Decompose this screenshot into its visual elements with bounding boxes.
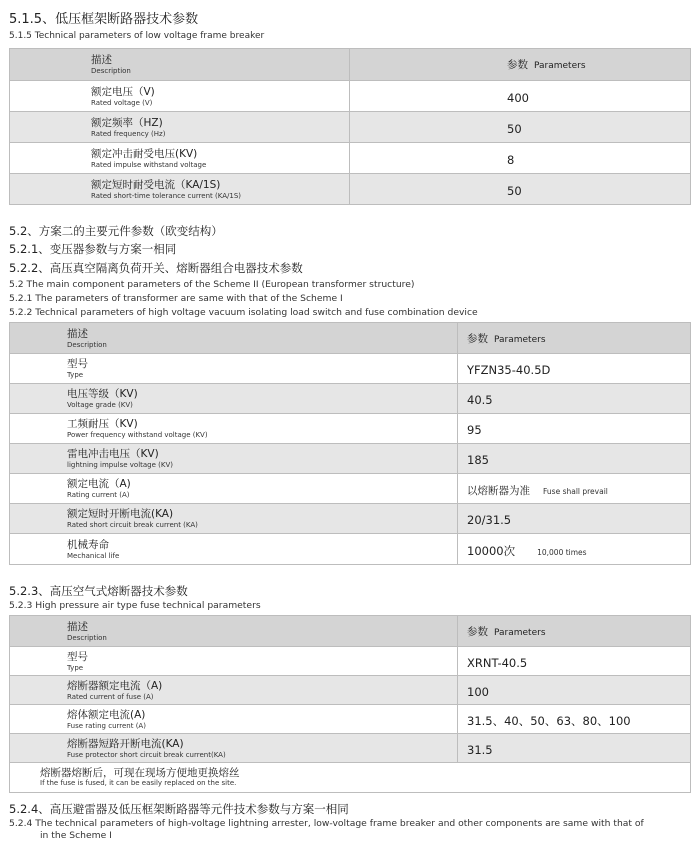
table-row (10, 81, 691, 112)
section-text-524-line2: in the Scheme I (40, 830, 112, 841)
table-row (10, 647, 691, 676)
section-title-522: 5.2.2、高压真空隔离负荷开关、熔断器组合电器技术参数 (9, 261, 303, 275)
table-low-voltage-breaker (9, 48, 691, 205)
header-description-zh: 描述 (67, 327, 88, 340)
row-label-zh: 额定短时耐受电流（KA/1S) (91, 178, 221, 191)
table-header-row (10, 616, 691, 647)
section-title-521: 5.2.1、变压器参数与方案一相同 (9, 242, 177, 256)
row-label-en: Power frequency withstand voltage (KV) (67, 431, 208, 439)
header-description-en: Description (67, 340, 107, 349)
header-param-zh: 参数 (507, 59, 528, 71)
section-subtitle-523: 5.2.3 High pressure air type fuse technical parameters (9, 600, 261, 611)
row-label-en: Rating current (A) (67, 491, 130, 499)
table-row (10, 676, 691, 705)
section-subtitle-52: 5.2 The main component parameters of the Scheme II (European transformer structure) (9, 279, 415, 290)
row-label-zh: 机械寿命 (67, 538, 109, 551)
row-value: 以熔断器为准 (467, 485, 530, 497)
row-value: 40.5 (467, 393, 493, 407)
row-label-en: lightning impulse voltage (KV) (67, 461, 173, 469)
row-label-en: Fuse protector short circuit break current(KA) (67, 750, 226, 759)
table-row (10, 112, 691, 143)
header-param-en: Parameters (494, 334, 546, 345)
row-label-en: Type (67, 371, 84, 379)
row-label-en: Rated short-time tolerance current (KA/1S) (91, 191, 241, 200)
row-value: 50 (507, 183, 522, 198)
table-header-row (10, 49, 691, 81)
table-row (10, 734, 691, 763)
table-row (10, 474, 691, 504)
row-label-zh: 额定短时开断电流(KA) (67, 508, 174, 520)
table-air-fuse (9, 615, 691, 793)
section-title-515: 5.1.5、低压框架断路器技术参数 (9, 12, 199, 27)
footnote-zh: 熔断器熔断后，可现在现场方便地更换熔丝 (40, 767, 240, 779)
header-param-zh: 参数 (467, 332, 488, 345)
row-label-zh: 型号 (67, 650, 88, 663)
row-value: 10000次 (467, 543, 516, 558)
row-label-zh: 雷电冲击电压（KV) (67, 448, 159, 460)
row-value: 95 (467, 423, 482, 437)
row-label-en: Type (67, 663, 84, 672)
row-value: 400 (507, 90, 529, 105)
section-title-52: 5.2、方案二的主要元件参数（欧变结构） (9, 224, 223, 238)
section-subtitle-515: 5.1.5 Technical parameters of low voltage frame breaker (9, 31, 265, 41)
section-subtitle-521: 5.2.1 The parameters of transformer are same with that of the Scheme I (9, 293, 343, 304)
row-label-zh: 型号 (67, 358, 88, 370)
table-row (10, 504, 691, 534)
row-value: 31.5、40、50、63、80、100 (467, 713, 631, 728)
row-label-zh: 工频耐压（KV) (67, 418, 138, 430)
table-footnote-row (10, 763, 691, 793)
section-title-523: 5.2.3、高压空气式熔断器技术参数 (9, 584, 188, 598)
row-label-zh: 电压等级（KV) (67, 388, 138, 400)
table-row (10, 705, 691, 734)
header-description-en: Description (91, 67, 131, 75)
table-row (10, 414, 691, 444)
header-param-en: Parameters (534, 61, 586, 71)
row-value: 20/31.5 (467, 513, 512, 527)
row-value: 100 (467, 684, 489, 699)
row-label-zh: 熔断器额定电流（A) (67, 679, 163, 692)
row-value: 31.5 (467, 742, 493, 757)
row-value: 8 (507, 152, 515, 167)
row-value: 50 (507, 121, 522, 136)
row-value-note: 10,000 times (537, 547, 587, 557)
table-row (10, 384, 691, 414)
header-param-zh: 参数 (467, 625, 488, 638)
header-description-en: Description (67, 633, 107, 642)
header-param-en: Parameters (494, 627, 546, 638)
table-row (10, 174, 691, 205)
header-description-zh: 描述 (67, 620, 88, 633)
row-label-en: Rated current of fuse (A) (67, 692, 154, 701)
row-label-en: Rated frequency (Hz) (91, 129, 166, 138)
row-label-en: Fuse rating current (A) (67, 721, 146, 730)
row-label-zh: 额定冲击耐受电压(KV) (91, 147, 198, 160)
table-row (10, 444, 691, 474)
row-label-en: Rated voltage (V) (91, 98, 153, 107)
section-title-524: 5.2.4、高压避雷器及低压框架断路器等元件技术参数与方案一相同 (9, 802, 349, 816)
footnote-en: If the fuse is fused, it can be easily replaced on the site. (40, 779, 237, 787)
table-row (10, 354, 691, 384)
row-label-en: Voltage grade (KV) (67, 401, 133, 409)
table-row (10, 143, 691, 174)
table-row (10, 534, 691, 565)
row-value: 185 (467, 453, 489, 467)
row-label-zh: 额定频率（HZ) (91, 116, 163, 129)
row-label-en: Mechanical life (67, 551, 120, 560)
row-label-en: Rated impulse withstand voltage (91, 160, 207, 169)
row-label-en: Rated short circuit break current (KA) (67, 521, 198, 529)
table-header-row (10, 323, 691, 354)
row-value: XRNT-40.5 (467, 655, 528, 670)
section-subtitle-522: 5.2.2 Technical parameters of high voltage vacuum isolating load switch and fuse combination device (9, 307, 478, 318)
row-label-zh: 熔断器短路开断电流(KA) (67, 737, 184, 750)
row-value-note: Fuse shall prevail (543, 487, 608, 496)
row-value: YFZN35-40.5D (467, 363, 551, 377)
header-description-zh: 描述 (91, 54, 112, 66)
row-label-zh: 额定电压（V) (91, 85, 155, 98)
table-load-switch-fuse (9, 322, 691, 565)
section-text-524-line1: 5.2.4 The technical parameters of high-voltage lightning arrester, low-voltage frame breaker and other components are same with that of (9, 818, 644, 829)
row-label-zh: 额定电流（A) (67, 478, 131, 490)
row-label-zh: 熔体额定电流(A) (67, 708, 146, 721)
